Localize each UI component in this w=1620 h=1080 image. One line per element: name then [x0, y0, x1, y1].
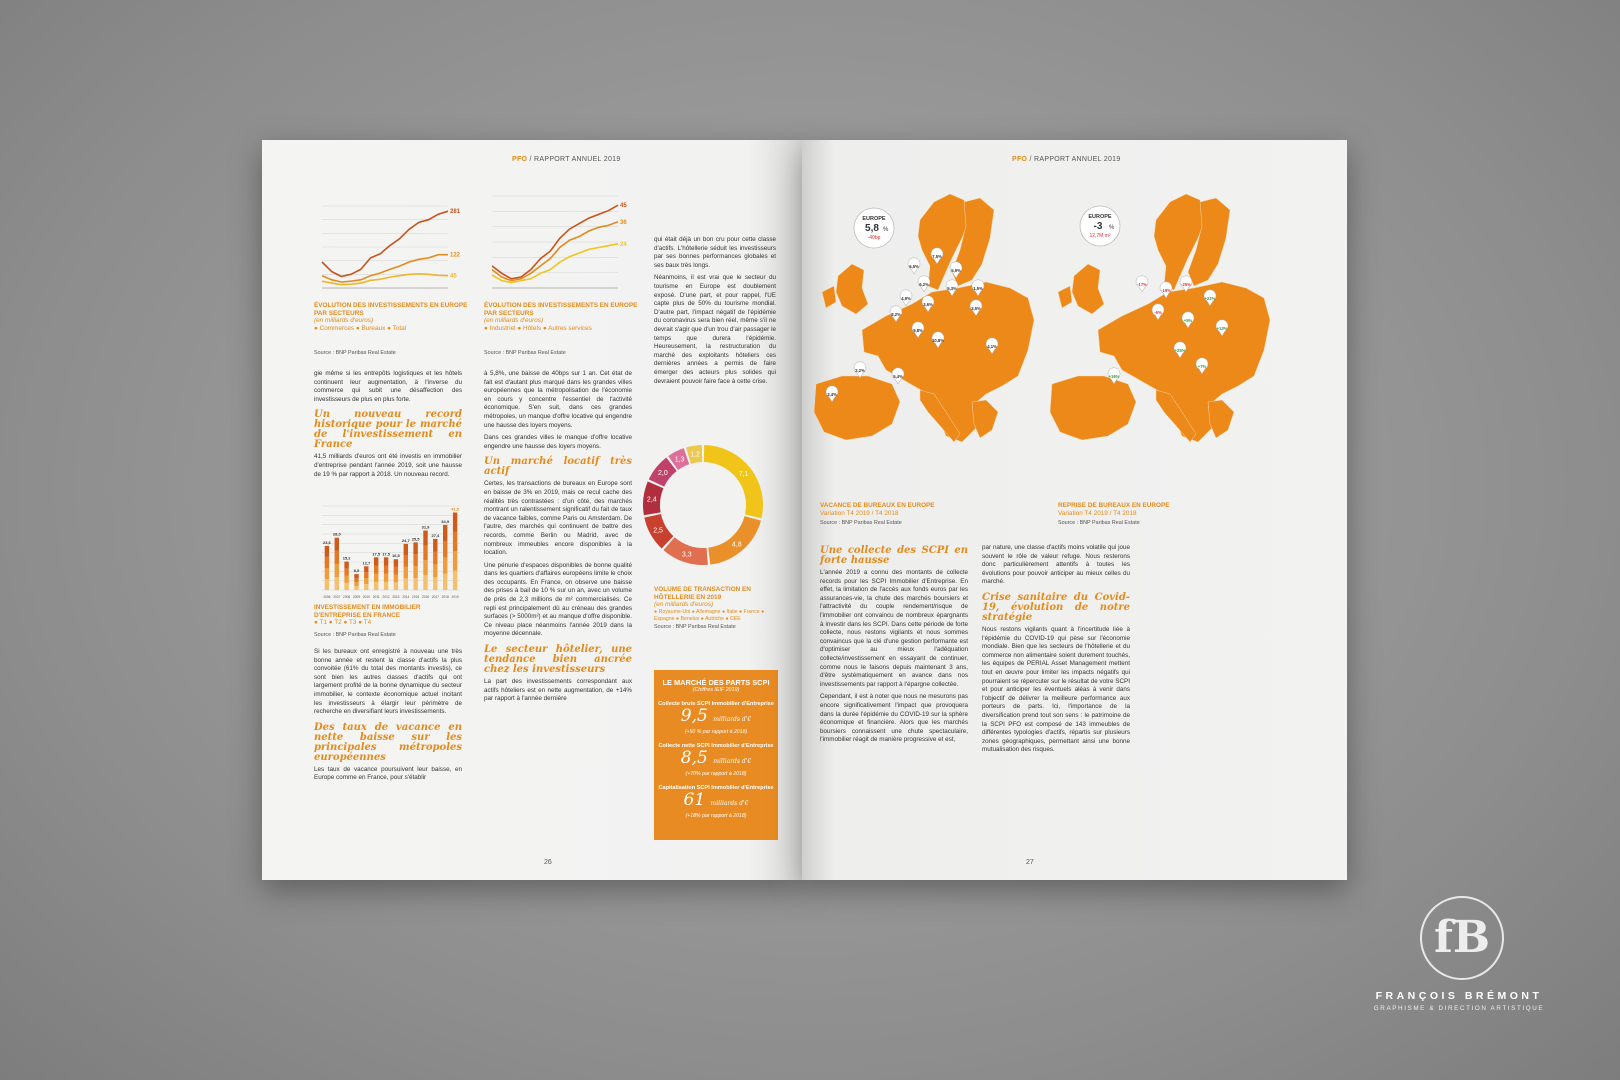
pin-label: 2,2%: [855, 367, 865, 373]
bar-segment: [394, 582, 398, 590]
bar-segment: [433, 539, 437, 552]
bar-segment: [394, 559, 398, 567]
bar-value-label: 31,9: [421, 524, 430, 530]
column-2: à 5,8%, une baisse de 40bps sur 1 an. Cet état de fait est d'autant plus marqué dans les grandes villes européennes que la métropolisation de l'économie en cours y concentre l'essentiel de l'activité économique. S'en suit, dans ces grandes métropoles, un manque d'offre locative qui engendre une hausse des loyers moyens. Dans ces grandes villes le manque d'offre locative engendre une hausse des loyers moyens. Un marché locatif très actif Certes, les transactions de bureaux en Europe sont en baisse de 3% en 2019, mais ce recul cache des réalités très contrastées : d'un côté, des marchés montrant un ralentissement significatif du fait de taux de vacance faibles, comme Paris ou Amsterdam. De l'autre, des marchés qui continuent de battre des records, comme Berlin ou Madrid, avec de nombreux immeubles encore disponibles à la location. Une pénurie d'espaces disponibles de bonne qualité dans les quartiers d'affaires européens limite le choix des occupants. En France, on observe une baisse des prises à bail de 10 % sur un an, avec un volume de près de 2,3 millions de m² commercialisés. Ce repli est principalement dû au créneau des grandes surfaces (> 5000m²) et au manque d'offre disponible. Ce niveau place néanmoins l'année 2019 dans la moyenne décennale. Le secteur hôtelier, une tendance bien ancrée chez les investisseurs La part des investissements correspondant aux actifs hôteliers est en nette augmentation, de +14% par rapport à l'année dernière: [484, 370, 632, 703]
column-1-top: gie même si les entrepôts logistiques et les hôtels continuent leur augmentation, à l'inverse du commerce qui subit une désaffection des investisseurs de plus en plus forte. Un nouveau record historique pour le marché de l'investissement en France 41,5 milliards d'euros ont été investis en immobilier d'entreprise pendant l'année 2019, soit une hausse de 19 % par rapport à 2018. Un nouveau record.: [314, 370, 462, 478]
map-pin: [918, 276, 930, 292]
bar-segment: [354, 582, 358, 586]
tick-label: 2008: [343, 595, 351, 599]
series-line-total: [322, 211, 448, 276]
country-shape: [814, 376, 900, 440]
badge-value: -3: [1093, 221, 1103, 232]
bar-segment: [404, 555, 408, 567]
series-line-autres-services: [492, 244, 618, 283]
map-vacance-bureaux: [802, 180, 1074, 540]
tick-label: 2007: [333, 595, 341, 599]
chart1-caption: ÉVOLUTION DES INVESTISSEMENTS EN EUROPE PAR SECTEURS (en milliards d'euros) ● Commerces ● Bureaux ● Total: [314, 302, 468, 332]
pin-label: +16%: [1108, 373, 1120, 379]
tick-label: 2009: [352, 595, 361, 599]
bar-segment: [364, 578, 368, 584]
bar-segment: [374, 582, 378, 590]
bar-segment: [344, 562, 348, 569]
bar-value-label: 23,6: [323, 539, 331, 545]
slice-label: 2,4: [646, 496, 657, 504]
right-column-1: Une collecte des SCPI en forte hausse L'année 2019 a connu des montants de collecte records pour les SCPI Immobilier d'Entreprise. En effet, la limitation de l'accès aux fonds euros par les assurances-vie, la chute des marchés boursiers et l'attractivité du couple rendement/risque de l'immobilier ont convaincu de nombreux épargnants à investir dans les SCPI. Dans cette période de forte collecte, nous restons vigilants et nous sommes convaincus que la clé d'une gestion performante est d'optimiser au mieux l'adéquation collecte/investissement en essayant de continuer, comme nous le faisons depuis maintenant 3 ans, d'être systématiquement en avance dans nos investissements par rapport à l'épargne collectée. Cependant, il est à noter que nous ne mesurons pas encore significativement l'impact que provoquera dans la durée l'épidémie du COVID-19 sur la sphère économique et financière. Alors que les marchés boursiers connaissent une chute spectaculaire, l'immobilier réagit de manière progressive et est,: [820, 545, 968, 744]
country-shape: [1058, 286, 1072, 308]
badge-change: 12,7M m²: [1089, 233, 1111, 239]
bar-segment: [354, 586, 358, 590]
slice-label: 1,2: [690, 451, 700, 459]
chart-investissement-france: [314, 502, 464, 602]
bar-segment: [423, 531, 427, 546]
slice-label: 3,3: [681, 551, 692, 559]
pin-label: +22%: [1204, 295, 1216, 301]
bar-value-label: 15,2: [342, 555, 351, 561]
column-1-bottom: Si les bureaux ont enregistré à nouveau une très bonne année et restent la classe d'actifs la plus convoitée (61% du total des montants investis), ce sont bien les autres classes d'actifs qui ont largement profité de la bonne dynamique du secteur immobilier, le contexte économique actuel incitant les investisseurs à élargir leur périmètre de recherche en diversifiant leurs investissements. Des taux de vacance en nette baisse sur les principales métropoles européennes Les taux de vacance poursuivent leur baisse, en Europe comme en France, pour s'établir: [314, 648, 462, 782]
brand-name: FRANÇOIS BRÉMONT: [1375, 990, 1543, 1002]
bar-segment: [413, 566, 417, 578]
bar-segment: [384, 557, 388, 565]
pin-label: +13%: [1216, 325, 1228, 331]
bar-segment: [453, 513, 457, 532]
country-shape: [836, 264, 868, 314]
bar-segment: [374, 557, 378, 565]
brand-tagline: GRAPHISME & DIRECTION ARTISTIQUE: [1373, 1005, 1545, 1012]
donut-slice-allemagne: [708, 516, 761, 564]
pin-label: -17%: [1137, 281, 1147, 287]
badge-unit: %: [883, 227, 889, 233]
chart3-source: Source : BNP Paribas Real Estate: [314, 632, 396, 638]
data-label: 45: [620, 203, 627, 210]
pin-label: 3,5%: [971, 305, 981, 311]
pin-label: 6,2%: [919, 281, 929, 287]
page-header: PFO / RAPPORT ANNUEL 2019: [1012, 156, 1121, 163]
brand-monogram: fB: [1420, 896, 1504, 980]
map-pin: [900, 290, 912, 306]
bar-segment: [335, 564, 339, 577]
bar-segment: [325, 546, 329, 557]
bar-segment: [344, 569, 348, 576]
bar-segment: [394, 567, 398, 575]
pin-label: -19%: [1161, 287, 1171, 293]
bar-segment: [404, 579, 408, 591]
chart2-caption: ÉVOLUTION DES INVESTISSEMENTS EN EUROPE PAR SECTEURS (en milliards d'euros) ● Industriel ● Hôtels ● Autres services: [484, 302, 638, 332]
slice-label: 2,0: [658, 470, 668, 478]
bar-segment: [335, 538, 339, 551]
data-label: 122: [450, 252, 461, 259]
slice-label: 4,8: [731, 541, 742, 549]
pin-label: 5,3%: [947, 285, 957, 291]
bar-segment: [325, 568, 329, 579]
map-pin: [1136, 276, 1148, 292]
pin-label: 8,2%: [891, 311, 901, 317]
tick-label: 2018: [441, 595, 449, 599]
badge-unit: %: [1109, 225, 1115, 231]
bar-segment: [354, 574, 358, 578]
map-pin: [908, 258, 920, 274]
tick-label: 2015: [412, 595, 420, 599]
scpi-market-box: LE MARCHÉ DES PARTS SCPI (Chiffres IEIF 2019) Collecte brute SCPI Immobilier d'Entreprise 9,5 milliards d'€ (+50 % par rapport à 2018) Collecte nette SCPI Immobilier d'Entreprise 8,5 milliards d'€ (+70% par rapport à 2018) Capitalisation SCPI Immobilier d'Entreprise 61 milliards d'€ (+18% par rapport à 2018): [654, 670, 778, 840]
bar-segment: [453, 571, 457, 590]
bar-segment: [344, 576, 348, 583]
page-header: PFO / RAPPORT ANNUEL 2019: [512, 156, 621, 163]
slice-label: 1,3: [674, 456, 685, 464]
bar-segment: [453, 532, 457, 551]
bar-segment: [423, 575, 427, 590]
bar-segment: [364, 572, 368, 578]
tick-label: 2017: [431, 595, 439, 599]
chart4-source: Source : BNP Paribas Real Estate: [654, 624, 736, 630]
pin-label: +7%: [1197, 363, 1207, 369]
bar-segment: [384, 566, 388, 574]
bar-segment: [423, 545, 427, 560]
right-page: [802, 140, 1347, 880]
pin-label: 3,6%: [923, 301, 933, 307]
bar-value-label: 8,5: [353, 568, 360, 574]
country-shape: [822, 286, 836, 308]
bar-segment: [344, 583, 348, 590]
bar-segment: [325, 579, 329, 590]
country-shape: [1050, 373, 1136, 440]
bar-segment: [443, 541, 447, 557]
pin-label: 1,5%: [973, 285, 983, 291]
slice-label: 7,1: [738, 470, 749, 478]
bar-segment: [374, 574, 378, 582]
pin-label: 5,9%: [951, 267, 961, 273]
bar-value-label: 17,5: [382, 551, 390, 557]
chart-investissements-2: [484, 190, 634, 298]
map-reprise-bureaux: [1038, 180, 1310, 540]
bar-segment: [413, 578, 417, 590]
pin-label: 7,5%: [932, 253, 942, 259]
map2-caption: REPRISE DE BUREAUX EN EUROPE Variation T4 2019 / T4 2018: [1058, 502, 1170, 517]
bar-segment: [433, 552, 437, 565]
data-label: 24: [620, 241, 627, 248]
pin-label: 5,4%: [893, 373, 903, 379]
bar-segment: [443, 574, 447, 590]
bar-value-label: 24,7: [401, 537, 410, 543]
bar-segment: [354, 578, 358, 582]
box-item: Collecte brute SCPI Immobilier d'Entreprise 9,5 milliards d'€ (+50 % par rapport à 2018): [658, 701, 774, 735]
badge-label: EUROPE: [862, 216, 886, 222]
pin-label: 10,8%: [932, 337, 944, 343]
map1-source: Source : BNP Paribas Real Estate: [820, 520, 902, 526]
badge-value: 5,8: [865, 223, 879, 234]
chart4-caption: VOLUME DE TRANSACTION EN HÔTELLERIE EN 2019 (en milliards d'euros) ● Royaume-Uni ● Allemagne ● Italie ● France ● Espagne ● Benelux ● Autriche ● CEE: [654, 586, 765, 622]
bar-segment: [433, 564, 437, 577]
column-3: qui était déjà un bon cru pour cette classe d'actifs. L'hôtellerie séduit les investisseurs par ses bonnes performances globales et ses baux très longs. Néanmoins, il est vrai que le secteur du tourisme en Europe est doublement exposé. D'une part, et pour rappel, l'UE capte plus de 50% du tourisme mondial. D'autre part, l'impact négatif de l'épidémie du coronavirus sera bien réel, même s'il ne devrait s'agir que d'un trou d'air passager le temps que durera l'épidémie. Heureusement, la restructuration du marché des exploitants hôteliers ces dernières années a permis de faire émerger des acteurs plus solides qui devraient pouvoir faire face à cette crise.: [654, 236, 776, 385]
country-shape: [1072, 264, 1104, 314]
bar-segment: [443, 557, 447, 573]
bar-segment: [413, 542, 417, 554]
page-number: 26: [544, 859, 552, 866]
europe-badge: [854, 208, 894, 248]
tick-label: 2006: [323, 595, 331, 599]
series-line-hôtels: [492, 222, 618, 281]
chart-investissements-1: [314, 200, 464, 298]
chart3-caption: INVESTISSEMENT EN IMMOBILIER D'ENTREPRISE EN FRANCE ● T1 ● T2 ● T3 ● T4: [314, 604, 421, 626]
pin-label: 4,9%: [901, 295, 911, 301]
country-shape: [972, 400, 998, 438]
box-item: Collecte nette SCPI Immobilier d'Entreprise 8,5 milliards d'€ (+70% par rapport à 2018): [658, 743, 774, 777]
badge-change: -40bp: [867, 235, 881, 241]
pin-label: 6,5%: [909, 263, 919, 269]
pin-label: +25%: [1174, 347, 1186, 353]
bar-segment: [423, 560, 427, 575]
bar-segment: [404, 567, 408, 579]
bar-value-label: 16,5: [392, 553, 400, 559]
map2-source: Source : BNP Paribas Real Estate: [1058, 520, 1140, 526]
bar-value-label: 25,5: [411, 536, 420, 542]
pin-label: -25%: [1181, 281, 1191, 287]
bar-value-label: 34,9: [441, 518, 450, 524]
pin-label: 9,8%: [913, 327, 923, 333]
pin-label: -6%: [1154, 309, 1162, 315]
tick-label: 2012: [382, 595, 390, 599]
bar-segment: [374, 566, 378, 574]
slice-label: 2,5: [653, 527, 663, 535]
bar-segment: [433, 577, 437, 590]
map1-caption: VACANCE DE BUREAUX EN EUROPE Variation T4 2019 / T4 2018: [820, 502, 935, 517]
europe-badge: [1080, 206, 1120, 246]
chart1-source: Source : BNP Paribas Real Estate: [314, 350, 396, 356]
country-shape: [1208, 400, 1234, 438]
right-column-2: par nature, une classe d'actifs moins volatile qui joue souvent le rôle de valeur refuge. Nous resterons donc particulièrement attentifs à toutes les évolutions pour pouvoir anticiper au mieux celles du marché. Crise sanitaire du Covid-19, évolution de notre stratégie Nous restons vigilants quant à l'incertitude liée à l'épidémie du COVID-19 qui pèse sur l'économie mondiale. Bien que les secteurs de l'hôtellerie et du commerce non alimentaire soient durement touchés, les équipes de PERIAL Asset Management mettent tout en œuvre pour limiter les impacts négatifs qui pourraient se répercuter sur le résultat de votre SCPI et pour anticiper les éventuels aléas à venir dans l'objectif de délivrer la meilleure performance aux porteurs de parts. Ici, l'importance de la diversification prend tout son sens : le patrimoine de la SCPI PFO est composé de 143 immeubles de différentes typologies d'actifs, répartis sur plusieurs zones géographiques, permettant ainsi une bonne mutualisation des risques.: [982, 544, 1130, 754]
bar-segment: [325, 557, 329, 568]
chart-hotellerie-donut: [636, 430, 770, 576]
bar-segment: [404, 544, 408, 556]
tick-label: 2014: [402, 595, 410, 599]
badge-label: EUROPE: [1088, 214, 1112, 220]
donut-slice-royaume-uni: [704, 445, 763, 518]
data-label: 45: [450, 273, 457, 280]
bar-segment: [394, 575, 398, 583]
bar-value-label: 41,5: [451, 506, 459, 512]
bar-value-label: 12,7: [362, 560, 371, 566]
bar-segment: [413, 554, 417, 566]
bar-segment: [364, 584, 368, 590]
bar-value-label: 28,0: [332, 531, 341, 537]
chart2-source: Source : BNP Paribas Real Estate: [484, 350, 566, 356]
tick-label: 2016: [421, 595, 430, 599]
page-number: 27: [1026, 859, 1034, 866]
tick-label: 2013: [392, 595, 400, 599]
bar-segment: [384, 582, 388, 590]
map-pin: [892, 368, 904, 384]
bar-segment: [384, 574, 388, 582]
map-pin: [854, 362, 866, 378]
data-label: 281: [450, 209, 461, 216]
pin-label: 4,1%: [987, 343, 997, 349]
box-item: Capitalisation SCPI Immobilier d'Entreprise 61 milliards d'€ (+18% par rapport à 2018): [658, 785, 774, 819]
bar-value-label: 17,5: [372, 551, 381, 557]
bar-segment: [335, 551, 339, 564]
bar-segment: [335, 577, 339, 590]
tick-label: 2011: [372, 595, 380, 599]
data-label: 36: [620, 219, 627, 226]
bar-segment: [364, 566, 368, 572]
bar-segment: [443, 525, 447, 541]
tick-label: 2010: [362, 595, 370, 599]
tick-label: 2019: [451, 595, 459, 599]
bar-segment: [453, 551, 457, 570]
bar-value-label: 27,4: [431, 532, 440, 538]
pin-label: +5%: [1183, 317, 1193, 323]
pin-label: 3,4%: [827, 391, 837, 397]
